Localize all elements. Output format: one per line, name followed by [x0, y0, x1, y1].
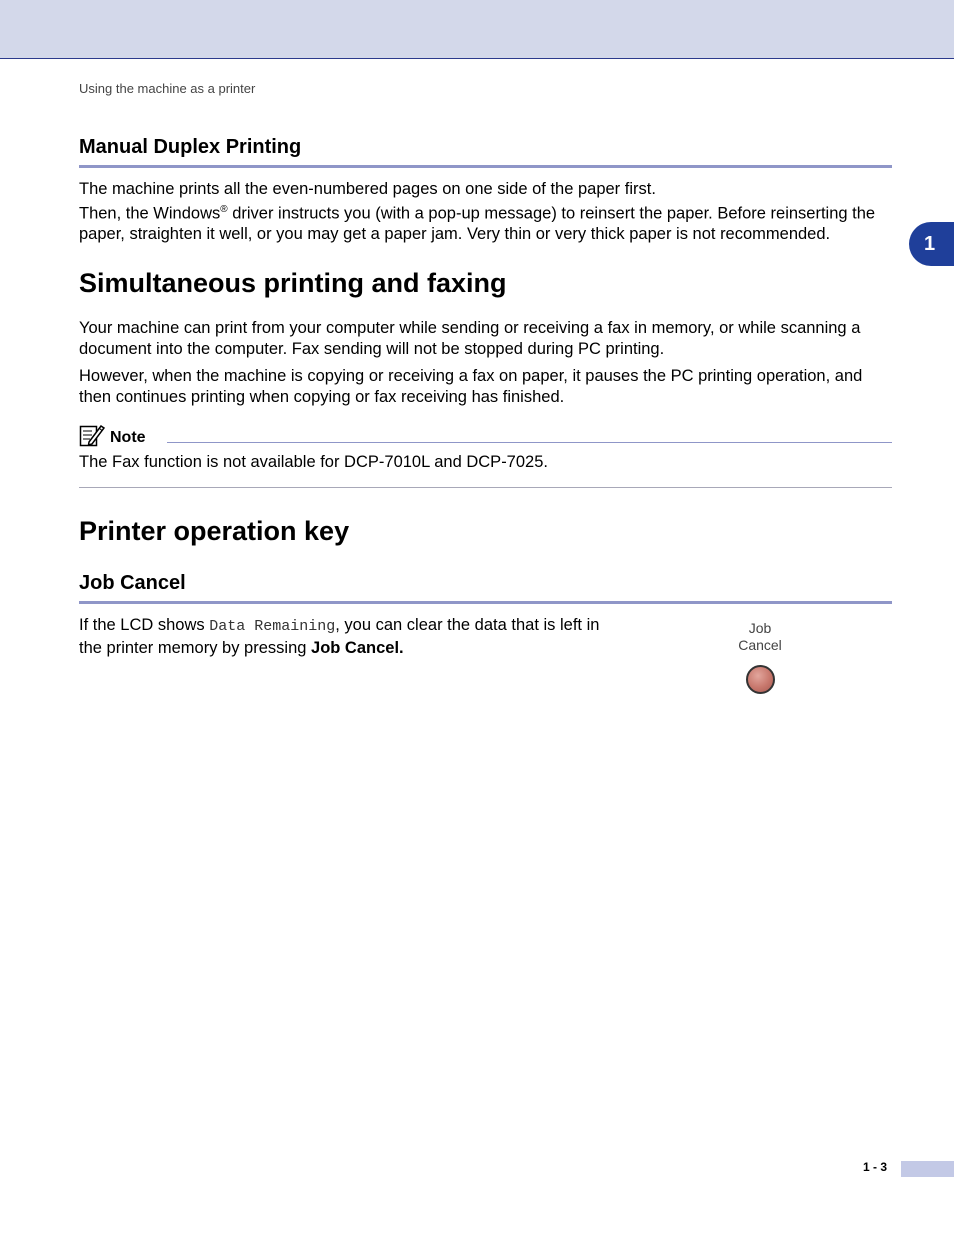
- job-cancel-key-name: Job Cancel.: [311, 638, 404, 657]
- section-heading-job-cancel: Job Cancel: [79, 572, 186, 594]
- manual-duplex-line2-pre: Then, the Windows: [79, 204, 221, 222]
- page-number: 1 - 3: [863, 1160, 888, 1174]
- section-heading-printer-key: Printer operation key: [79, 516, 350, 546]
- note-rule-top: [167, 442, 892, 443]
- key-label-line2: Cancel: [738, 637, 782, 653]
- note-icon: [79, 423, 105, 447]
- simultaneous-paragraph-1: Your machine can print from your computer while sending or receiving a fax in memory, or while scanning a document into the computer. Fax sending will not be stopped during PC printing.: [79, 319, 861, 358]
- registered-mark: ®: [220, 203, 228, 215]
- note-rule-bottom: [79, 487, 892, 488]
- heading-rule: [79, 601, 892, 604]
- key-label-line1: Job: [748, 620, 772, 636]
- note-text: The Fax function is not available for DCP-7010L and DCP-7025.: [79, 453, 548, 471]
- job-cancel-paragraph: [79, 615, 619, 658]
- section-heading-manual-duplex: Manual Duplex Printing: [79, 136, 302, 158]
- section-heading-simultaneous: Simultaneous printing and faxing: [79, 268, 507, 298]
- lcd-message: Data Remaining: [209, 618, 336, 635]
- manual-duplex-line1: The machine prints all the even-numbered pages on one side of the paper first.: [79, 180, 656, 198]
- page-footer-band: [901, 1161, 954, 1177]
- note-label: Note: [110, 429, 146, 446]
- chapter-tab: 1: [909, 222, 954, 266]
- job-cancel-button-illustration: [746, 665, 775, 694]
- job-cancel-key-label: [720, 620, 800, 654]
- simultaneous-paragraph-2: However, when the machine is copying or receiving a fax on paper, it pauses the PC printing operation, and then continues printing when copying or fax receiving has finished.: [79, 367, 863, 406]
- top-header-band: [0, 0, 954, 59]
- job-cancel-text-pre: If the LCD shows: [79, 616, 210, 634]
- manual-duplex-line2-post: driver instructs you (with a pop-up message) to reinsert the paper. Before reinserting the paper, straighten it well, or you may get a paper jam. Very thin or very thick paper is not recommended.: [79, 204, 876, 243]
- job-cancel-text-mid: , you can clear the data that is left in the printer memory by pressing: [79, 616, 600, 657]
- manual-duplex-paragraph: [79, 179, 894, 244]
- heading-rule: [79, 165, 892, 168]
- breadcrumb: Using the machine as a printer: [79, 81, 256, 96]
